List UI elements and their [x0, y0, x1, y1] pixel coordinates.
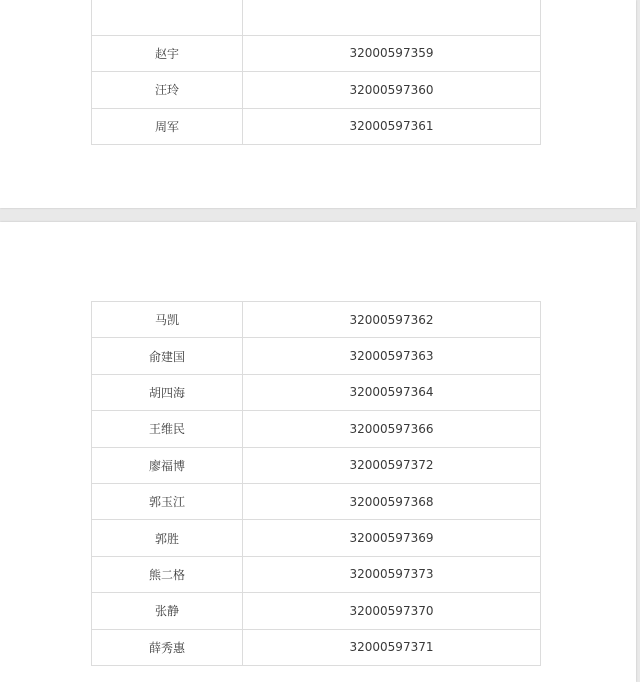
- name-cell: 胡四海: [92, 374, 243, 410]
- document-page-2: [0, 222, 636, 682]
- id-number-cell: 32000597359: [243, 35, 541, 72]
- id-number-cell: 32000597366: [243, 411, 541, 447]
- id-number-cell: 32000597364: [243, 374, 541, 410]
- table-row: [92, 483, 541, 519]
- id-number-cell: 32000597370: [243, 593, 541, 629]
- table-row: [92, 108, 541, 145]
- name-cell: 薛秀惠: [92, 629, 243, 665]
- table-row: [92, 302, 541, 338]
- name-cell: 郭玉江: [92, 483, 243, 519]
- name-cell: 俞建国: [92, 338, 243, 374]
- name-cell: 张静: [92, 593, 243, 629]
- name-cell: 周军: [92, 108, 243, 145]
- name-cell: 熊二格: [92, 556, 243, 592]
- table-row: [92, 35, 541, 72]
- table-row: [92, 447, 541, 483]
- name-cell: [92, 0, 243, 35]
- table-row: [92, 72, 541, 109]
- id-number-cell: 32000597373: [243, 556, 541, 592]
- table-row: [92, 520, 541, 556]
- id-number-cell: 32000597363: [243, 338, 541, 374]
- id-number-cell: 32000597361: [243, 108, 541, 145]
- roster-table-body-page-1: [92, 0, 541, 145]
- id-number-cell: 32000597369: [243, 520, 541, 556]
- table-row: [92, 556, 541, 592]
- roster-table-body-page-2: [92, 302, 541, 666]
- name-cell: 王维民: [92, 411, 243, 447]
- document-page-1: [0, 0, 636, 208]
- name-cell: 赵宇: [92, 35, 243, 72]
- id-number-cell: 32000597372: [243, 447, 541, 483]
- name-cell: 汪玲: [92, 72, 243, 109]
- roster-table-page-1: [91, 0, 541, 145]
- id-number-cell: [243, 0, 541, 35]
- id-number-cell: 32000597362: [243, 302, 541, 338]
- table-row: [92, 0, 541, 35]
- table-row: [92, 411, 541, 447]
- table-row: [92, 629, 541, 665]
- id-number-cell: 32000597371: [243, 629, 541, 665]
- table-row: [92, 338, 541, 374]
- id-number-cell: 32000597368: [243, 483, 541, 519]
- table-row: [92, 593, 541, 629]
- id-number-cell: 32000597360: [243, 72, 541, 109]
- roster-table-page-2: [91, 301, 541, 666]
- table-row: [92, 374, 541, 410]
- name-cell: 马凯: [92, 302, 243, 338]
- name-cell: 郭胜: [92, 520, 243, 556]
- name-cell: 廖福博: [92, 447, 243, 483]
